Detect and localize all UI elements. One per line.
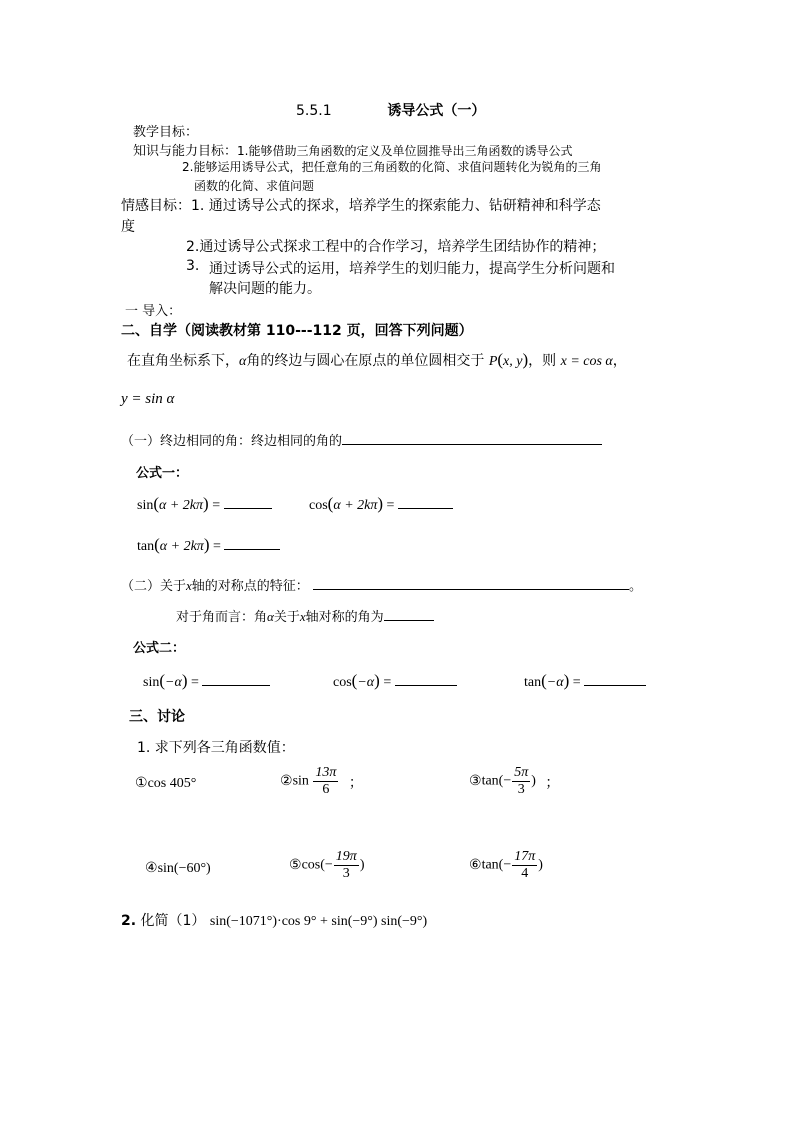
item-fraction [512,849,537,882]
equals: = [190,675,199,690]
exercise-item-5 [289,849,364,882]
item-close: ) [531,773,536,789]
coterminal-answer-blank[interactable] [342,432,602,445]
section-discussion: 三、讨论 [129,709,185,725]
formula-arg: α + 2kπ [159,498,204,513]
item-fn: cos(− [301,857,333,873]
item-expr: cos 405° [147,776,197,791]
neg-tan-answer-blank[interactable] [584,672,646,686]
coterminal-line [121,430,602,449]
q2-label: 2. [121,913,137,929]
formula-two-cos: cos(−α) = [333,671,457,691]
neg-cos-answer-blank[interactable] [395,672,457,686]
emotion-objective-1b: 度 [121,219,135,235]
question-1: 1. 求下列各三角函数值： [137,740,295,756]
x-equation: x = cos α [560,354,613,369]
symmetry-label-a: （二）关于 [121,579,187,594]
title-number: 5.5.1 [296,103,332,119]
fraction-denominator: 6 [322,782,330,798]
equals: = [386,498,395,513]
formula-one-label: 公式一： [136,466,189,481]
end-mark: 。 [628,579,642,594]
angle-label-c: 轴对称的角为 [305,610,384,625]
x-var: x [299,609,306,624]
formula-two-label: 公式二： [133,641,186,656]
neg-alpha: −α [165,675,182,690]
angle-answer-blank[interactable] [384,608,434,621]
emotion-objective-1a: 情感目标：1. 通过诱导公式的探求，培养学生的探索能力、钻研精神和科学态 [121,198,601,214]
alpha-symbol: α [239,354,247,369]
sentence-part-c: ，则 [528,353,557,369]
x-axis-symmetry-line [121,575,642,594]
item-mark: ① [135,776,148,791]
item-mark: ④ [145,861,158,876]
angle-symmetry-line [176,606,434,625]
sin-fn: sin [143,675,160,690]
cos-answer-blank[interactable] [398,495,453,509]
formula-two-tan: tan(−α) = [524,671,646,691]
knowledge-objective-2a: 2.能够运用诱导公式，把任意角的三角函数的化简、求值问题转化为锐角的三角 [182,160,602,174]
tan-fn: tan [137,539,155,554]
knowledge-objective-2b: 函数的化简、求值问题 [194,179,315,193]
comma: ， [612,353,627,369]
item-mark: ③ [469,773,482,789]
equals: = [572,675,581,690]
formula-one-sin: sin(α + 2kπ) = [137,494,272,514]
angle-label-b: 关于 [273,610,300,625]
exercise-item-3 [469,765,559,798]
item-fraction [512,765,530,798]
exercise-item-6 [469,849,543,882]
emotion-objective-2: 2.通过诱导公式探求工程中的合作学习，培养学生团结协作的精神； [186,239,606,255]
sin-answer-blank[interactable] [224,495,272,509]
symmetry-answer-blank[interactable] [313,577,629,590]
formula-arg: α + 2kπ [159,539,204,554]
item-close: ) [538,857,543,873]
tan-answer-blank[interactable] [224,536,280,550]
item-mark: ⑥ [469,857,482,873]
unit-circle-sentence: 在直角坐标系下，α角的终边与圆心在原点的单位圆相交于 P(x, y)，则 x = cos α， [127,350,627,369]
y-equation: y = sin α [121,391,175,407]
item-expr: sin(−60°) [157,861,211,876]
item-after: ； [545,775,560,791]
exercise-item-2 [280,765,363,798]
neg-alpha: −α [357,675,375,690]
sin-fn: sin [137,498,154,513]
objectives-heading: 教学目标： [133,125,199,140]
exercise-item-4 [145,860,211,877]
fraction-denominator: 3 [342,866,350,882]
equals: = [212,498,221,513]
item-after: ； [348,775,363,791]
fraction-numerator: 13π [313,765,338,782]
emotion-objective-3a: 通过诱导公式的运用，培养学生的划归能力，提高学生分析问题和 [209,261,615,277]
item-fn: tan(− [481,857,512,873]
emotion-objective-3-number: 3. [186,258,200,274]
angle-label-a: 对于角而言：角 [176,610,268,625]
knowledge-objective-1 [133,140,572,159]
point-args: x, y [503,354,523,369]
item-fn: sin [292,773,309,789]
emotion-objective-3b: 解决问题的能力。 [209,281,321,297]
q2-expression: sin(−1071°)·cos 9° + sin(−9°) sin(−9°) [209,914,428,929]
page-title [296,100,485,120]
q2-text: 化简（1） [140,913,206,929]
equals: = [383,675,392,690]
item-mark: ② [280,773,293,789]
fraction-numerator: 17π [512,849,537,866]
item-fraction [334,849,359,882]
section-intro: 一 导入： [125,304,182,319]
alpha-symbol: α [267,609,274,624]
neg-sin-answer-blank[interactable] [202,672,270,686]
item-fraction [313,765,338,798]
fraction-numerator: 5π [512,765,530,782]
exercise-item-1 [135,775,196,792]
tan-fn: tan [524,675,542,690]
point-p: P [488,354,498,369]
knowledge-label: 知识与能力目标： [133,144,238,159]
x-var: x [186,578,192,593]
title-text: 诱导公式（一） [387,103,486,119]
neg-alpha: −α [546,675,564,690]
fraction-denominator: 4 [521,866,529,882]
equals: = [212,539,221,554]
knowledge-1-text: 1.能够借助三角函数的定义及单位圆推导出三角函数的诱导公式 [237,144,573,158]
cos-fn: cos [333,675,352,690]
fraction-denominator: 3 [517,782,525,798]
item-close: ) [359,857,365,873]
formula-one-tan: tan(α + 2kπ) = [137,535,280,555]
coterminal-label: （一）终边相同的角：终边相同的角的 [121,434,343,449]
item-mark: ⑤ [289,857,302,873]
sentence-part-b: 角的终边与圆心在原点的单位圆相交于 [246,353,485,369]
symmetry-label-b: 轴的对称点的特征： [191,579,309,594]
question-2 [121,910,427,930]
cos-fn: cos [309,498,328,513]
item-fn: tan(− [481,773,512,789]
formula-one-cos: cos(α + 2kπ) = [309,494,453,514]
sentence-part-a: 在直角坐标系下， [127,353,239,369]
fraction-numerator: 19π [334,849,359,866]
formula-two-sin: sin(−α) = [143,671,270,691]
formula-arg: α + 2kπ [333,498,378,513]
section-self-study: 二、自学（阅读教材第 110---112 页，回答下列问题） [121,323,473,339]
